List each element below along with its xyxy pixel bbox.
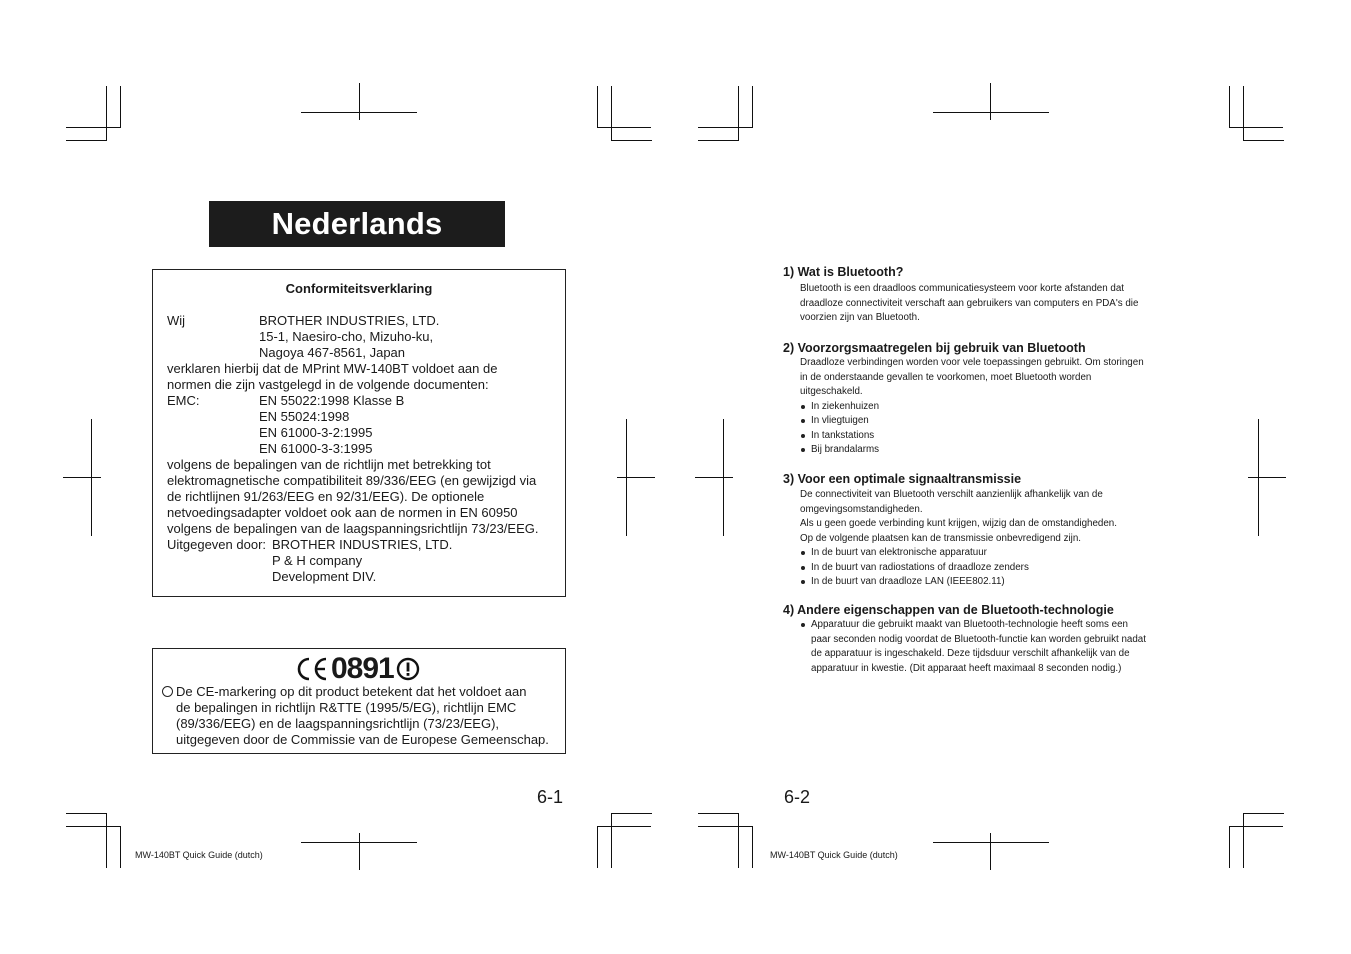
we-label: Wij [167, 313, 186, 328]
ce-line: uitgegeven door de Commissie van de Europese Gemeenschap. [176, 732, 549, 747]
emc-standard: EN 61000-3-3:1995 [259, 441, 373, 456]
company-line: BROTHER INDUSTRIES, LTD. [259, 313, 440, 328]
ce-line: de bepalingen in richtlijn R&TTE (1995/5/EG), richtlijn EMC [176, 700, 517, 715]
section-line: draadloze connectiviteit verschaft aan gebruikers van computers en PDA's die [800, 297, 1139, 309]
declaration-box [152, 269, 566, 597]
left-footer: MW-140BT Quick Guide (dutch) [135, 850, 263, 860]
left-page-number: 6-1 [537, 787, 564, 807]
intro-line: normen die zijn vastgelegd in de volgende documenten: [167, 377, 489, 392]
issued-line: Development DIV. [272, 569, 377, 584]
section-line: Draadloze verbindingen worden voor vele toepassingen gebruikt. Om storingen [800, 357, 1144, 368]
section-title: 1) Wat is Bluetooth? [783, 265, 904, 279]
section-body [800, 488, 1117, 590]
section-body [800, 356, 1144, 458]
declaration-heading: Conformiteitsverklaring [285, 281, 433, 296]
body-line: de richtlijnen 91/263/EEG en 92/31/EEG). De optionele [167, 489, 485, 504]
emc-standard: EN 55022:1998 Klasse B [259, 393, 405, 408]
company-line: Nagoya 467-8561, Japan [259, 345, 406, 360]
section-title: 2) Voorzorgsmaatregelen bij gebruik van Bluetooth [783, 341, 1086, 355]
list-item: Bij brandalarms [800, 443, 1144, 458]
section-body [800, 618, 1146, 676]
section-line: voorzien zijn van Bluetooth. [800, 312, 920, 323]
ce-notified-body-number: 0891 [331, 652, 394, 685]
emc-standard: EN 55024:1998 [259, 409, 350, 424]
list-item: In de buurt van draadloze LAN (IEEE802.11) [800, 575, 1117, 590]
list-item: In de buurt van elektronische apparatuur [800, 546, 1117, 561]
section-title: 4) Andere eigenschappen van de Bluetooth-technologie [783, 603, 1114, 617]
emc-label: EMC: [167, 393, 200, 408]
circle-bullet-icon [162, 686, 173, 697]
right-page-number: 6-2 [784, 787, 811, 807]
ce-notice-box [152, 648, 566, 754]
section-line: De connectiviteit van Bluetooth verschilt aanzienlijk afhankelijk van de [800, 489, 1103, 500]
body-line: volgens de bepalingen van de richtlijn met betrekking tot [167, 457, 491, 472]
section-line: Als u geen goede verbinding kunt krijgen, wijzig dan de omstandigheden. [800, 518, 1117, 529]
ce-mark [295, 653, 420, 685]
ce-logo-icon [295, 656, 329, 682]
list-item-continuation: apparatuur in kwestie. (Dit apparaat heeft maximaal 8 seconden nodig.) [811, 662, 1122, 674]
list-item: In ziekenhuizen [800, 400, 1144, 415]
section-line: uitgeschakeld. [800, 386, 863, 397]
list-item-continuation: de apparatuur is ingeschakeld. Deze tijdsduur verschilt afhankelijk van de [811, 648, 1130, 659]
body-line: netvoedingsadapter voldoet ook aan de normen in EN 60950 [167, 505, 518, 520]
right-footer: MW-140BT Quick Guide (dutch) [770, 850, 898, 860]
section-line: Bluetooth is een draadloos communicatiesysteem voor korte afstanden dat [800, 283, 1125, 294]
section-line: in de onderstaande gevallen te voorkomen, moet Bluetooth worden [800, 371, 1092, 383]
issued-label: Uitgegeven door: [167, 537, 267, 552]
issued-line: BROTHER INDUSTRIES, LTD. [272, 537, 453, 552]
emc-standard: EN 61000-3-2:1995 [259, 425, 373, 440]
body-line: elektromagnetische compatibiliteit 89/336/EEG (en gewijzigd via [167, 473, 537, 488]
body-line: volgens de bepalingen van de laagspanningsrichtlijn 73/23/EEG. [167, 521, 539, 536]
ce-notice-text [162, 684, 549, 748]
list-item-continuation: paar seconden nodig voordat de Bluetooth-functie kan worden gebruikt nadat [811, 633, 1146, 645]
language-title: Nederlands [209, 201, 505, 247]
list-item: In tankstations [800, 429, 1144, 444]
alert-class-icon [396, 657, 420, 681]
list-item: In de buurt van radiostations of draadloze zenders [800, 561, 1117, 576]
issued-line: P & H company [272, 553, 363, 568]
company-line: 15-1, Naesiro-cho, Mizuho-ku, [259, 329, 434, 344]
list-item: Apparatuur die gebruikt maakt van Bluetooth-technologie heeft soms een [800, 618, 1146, 633]
ce-line: De CE-markering op dit product betekent dat het voldoet aan [176, 684, 527, 699]
section-line: omgevingsomstandigheden. [800, 503, 923, 515]
section-body [800, 282, 1138, 326]
ce-line: (89/336/EEG) en de laagspanningsrichtlijn (73/23/EEG), [176, 716, 500, 731]
list-item: In vliegtuigen [800, 414, 1144, 429]
section-title: 3) Voor een optimale signaaltransmissie [783, 472, 1022, 486]
section-line: Op de volgende plaatsen kan de transmissie onbevredigend zijn. [800, 532, 1082, 544]
intro-line: verklaren hierbij dat de MPrint MW-140BT voldoet aan de [167, 361, 498, 376]
